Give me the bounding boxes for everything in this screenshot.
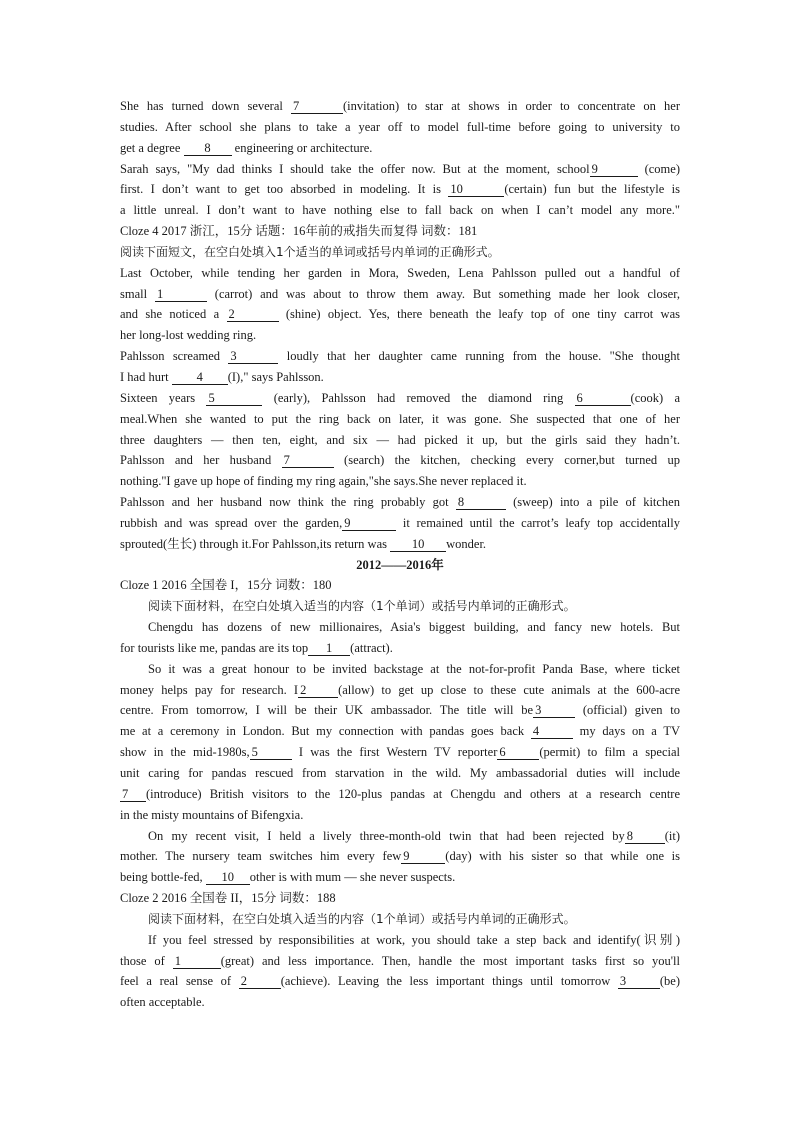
text-line: often acceptable. [120,995,205,1010]
answer-blank[interactable]: 3 [228,349,278,364]
answer-blank[interactable]: 1 [308,641,350,656]
text-line: Cloze 4 2017 浙江，15分 话题：16年前的戒指失而复得 词数：181 [120,224,478,239]
cloze-body [120,617,680,888]
text-line: first. I don’t want to get too absorbed in modeling. It is 10 (certain) fun but the lifestyle is [120,182,680,197]
answer-blank[interactable]: 3 [618,974,660,989]
answer-blank[interactable]: 9 [342,516,396,531]
answer-blank[interactable]: 10 [390,537,446,552]
text-line: three daughters — then ten, eight, and six — had picked it up, but the girls said they hadn’t. [120,432,680,447]
text-line: get a degree 8 engineering or architecture. [120,140,373,155]
answer-blank[interactable]: 9 [590,162,638,177]
text-line: those of 1 (great) and less importance. Then, handle the most important tasks first so you'll [120,953,680,968]
text-line: show in the mid-1980s, 5 I was the first Western TV reporter 6 (permit) to film a special [120,745,680,760]
text-line: Pahlsson screamed 3 loudly that her daughter came running from the house. "She thought [120,349,680,364]
cloze-2 [120,888,680,1013]
answer-blank[interactable]: 5 [250,745,292,760]
answer-blank[interactable]: 2 [298,683,338,698]
text-line: 阅读下面短文，在空白处填入1个适当的单词或括号内单词的正确形式。 [120,244,500,259]
answer-blank[interactable]: 7 [120,787,146,802]
answer-blank[interactable]: 8 [456,495,506,510]
answer-blank[interactable]: 4 [172,370,228,385]
text-line: mother. The nursery team switches him every few 9 (day) with his sister so that while one is [120,849,680,864]
text-line: and she noticed a 2 (shine) object. Yes, there beneath the leafy top of one tiny carrot was [120,307,680,322]
text-line: On my recent visit, I held a lively three-month-old twin that had been rejected by 8 (it) [148,828,680,843]
cloze-title: Cloze 2 2016 全国卷 II，15分 词数：188 [120,891,336,906]
answer-blank[interactable]: 5 [206,391,262,406]
cloze-1 [120,575,680,888]
document-page [120,96,680,1013]
text-line: She has turned down several 7 (invitation) to star at shows in order to concentrate on her [120,99,680,113]
answer-blank[interactable]: 8 [625,829,665,844]
text-line: rubbish and was spread over the garden, 9 it remained until the carrot’s leafy top accidentally [120,515,680,530]
text-line: meal.When she wanted to put the ring back on later, it was gone. She suspected that one of her [120,411,680,426]
text-line: centre. From tomorrow, I will be their UK ambassador. The title will be 3 (official) given to [120,703,680,718]
text-line: feel a real sense of 2 (achieve). Leaving the less important things until tomorrow 3 (be) [120,974,680,989]
answer-blank[interactable]: 6 [575,391,631,406]
text-line: studies. After school she plans to take a year off to model full-time before going to university to [120,119,680,134]
text-line: I had hurt 4 (I)," says Pahlsson. [120,369,324,384]
answer-blank[interactable]: 10 [206,870,250,885]
answer-blank[interactable]: 8 [184,141,232,156]
text-line: in the misty mountains of Bifengxia. [120,807,304,822]
answer-blank[interactable]: 9 [401,849,445,864]
answer-blank[interactable]: 1 [155,287,207,302]
text-line: unit caring for pandas rescued from starvation in the wild. My ambassadorial duties will include [120,766,680,780]
text-line: Sixteen years 5 (early), Pahlsson had removed the diamond ring 6 (cook) a [120,390,680,405]
text-line: being bottle-fed, 10 other is with mum — she never suspects. [120,870,456,885]
section-heading: 2012——2016年 [356,557,444,572]
text-line: So it was a great honour to be invited backstage at the not-for-profit Panda Base, where ticket [148,661,680,676]
text-line: for tourists like me, pandas are its top 1 (attract). [120,640,393,655]
text-line: Pahlsson and her husband now think the ring probably got 8 (sweep) into a pile of kitchen [120,495,680,510]
cloze-instruction: 阅读下面材料，在空白处填入适当的内容（1个单词）或括号内单词的正确形式。 [148,599,576,614]
text-line: nothing."I gave up hope of finding my ring again,"she says.She never replaced it. [120,474,527,489]
text-line: sprouted(生长) through it.For Pahlsson,its return was 10 wonder. [120,536,487,551]
passage-continuation [120,96,680,555]
text-line: me at a ceremony in London. But my connection with pandas goes back 4 my days on a TV [120,724,680,739]
answer-blank[interactable]: 3 [533,703,575,718]
answer-blank[interactable]: 1 [173,954,221,969]
text-line: Last October, while tending her garden in Mora, Sweden, Lena Pahlsson pulled out a handful of [120,265,680,280]
answer-blank[interactable]: 2 [227,307,279,322]
text-line: small 1 (carrot) and was about to throw them away. But something made her look closer, [120,286,680,301]
answer-blank[interactable]: 10 [448,182,504,197]
text-line: her long-lost wedding ring. [120,328,257,343]
text-line: Sarah says, "My dad thinks I should take the offer now. But at the moment, school 9 (come) [120,161,680,176]
answer-blank[interactable]: 7 [291,99,343,114]
answer-blank[interactable]: 2 [239,974,281,989]
text-line: Chengdu has dozens of new millionaires, Asia's biggest building, and fancy new hotels. But [148,620,680,635]
cloze-instruction: 阅读下面材料，在空白处填入适当的内容（1个单词）或括号内单词的正确形式。 [148,911,576,926]
text-line: 7 (introduce) British visitors to the 120-plus pandas at Chengdu and others at a research centre [122,786,680,801]
text-line: a little unreal. I don’t want to have nothing else to fall back on when I can’t model any more." [120,203,680,218]
text-line: Pahlsson and her husband 7 (search) the kitchen, checking every corner,but turned up [120,453,680,468]
text-line: If you feel stressed by responsibilities at work, you should take a step back and identify(识别) [148,932,680,947]
answer-blank[interactable]: 6 [497,745,539,760]
answer-blank[interactable]: 7 [282,453,334,468]
answer-blank[interactable]: 4 [531,724,573,739]
cloze-body [120,930,680,1013]
cloze-title: Cloze 1 2016 全国卷 I，15分 词数：180 [120,578,332,593]
text-line: money helps pay for research. I 2 (allow) to get up close to these cute animals at the 600-acre [120,682,680,697]
